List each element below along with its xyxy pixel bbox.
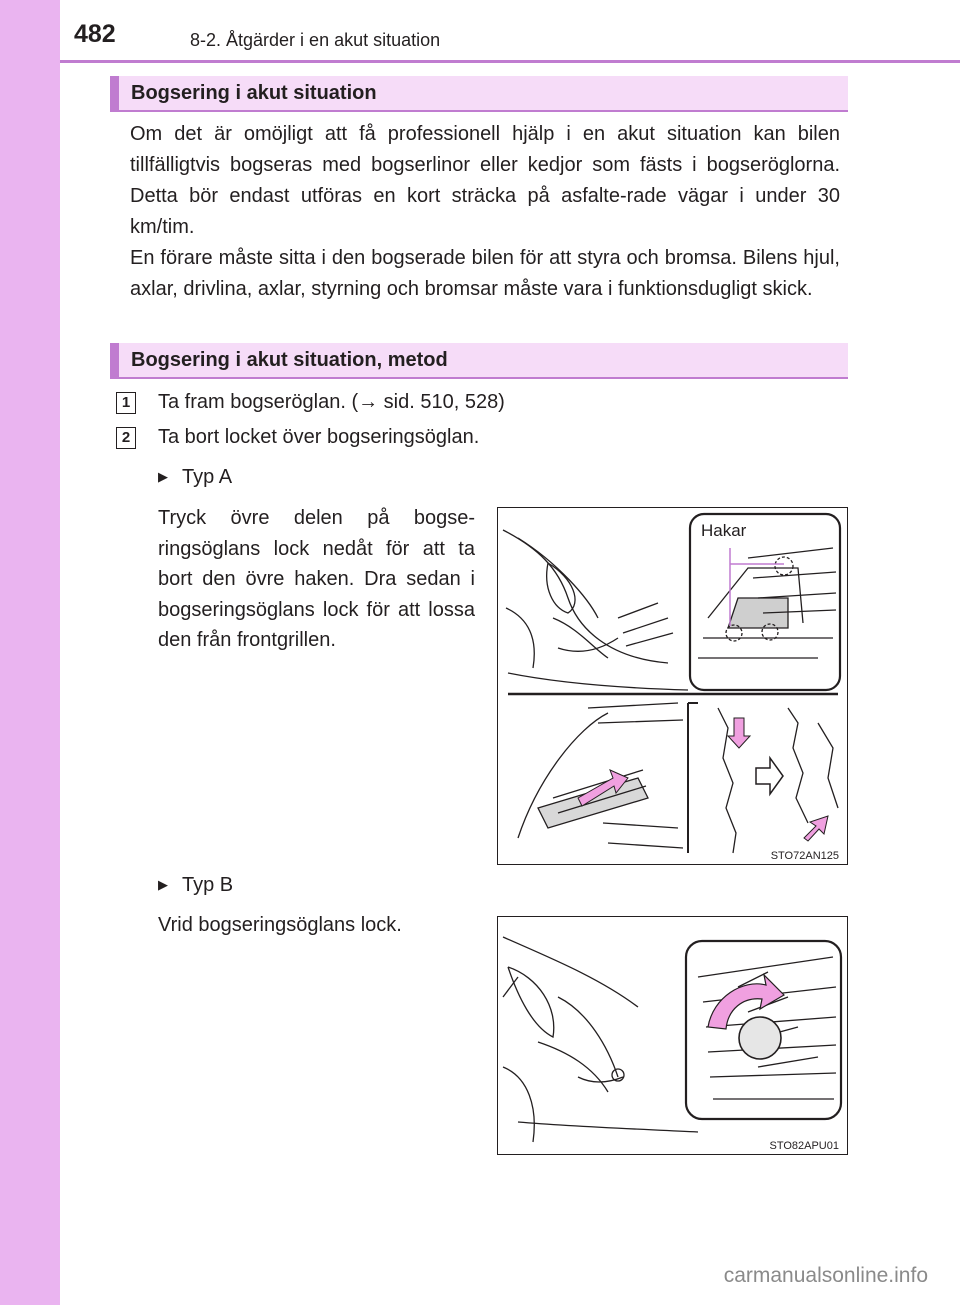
step-number: 1 <box>116 392 136 414</box>
figure-code: STO82APU01 <box>769 1140 839 1152</box>
tow-cover-diagram-b <box>498 917 846 1153</box>
type-a-description: Tryck övre delen på bogse-ringsöglans lock nedåt för att ta bort den övre haken. Dra sedan i bogseringsöglans lock för att lossa den från frontgrillen. <box>158 507 475 651</box>
paragraph: Om det är omöjligt att få professionell hjälp i en akut situation kan bilen tillfälligtvis bogseras med bogserlinor eller kedjor som fästs i bogseröglorna. Detta bör endast utföras en kort sträcka på asfalte-rade vägar i under 30 km/tim. <box>130 123 840 238</box>
tow-cover-diagram-a <box>498 508 846 863</box>
step-2 <box>116 427 856 453</box>
step-1 <box>116 392 856 418</box>
figure-type-a <box>497 507 848 865</box>
step-text: Ta bort locket över bogseringsöglan. <box>158 426 480 448</box>
type-b-heading <box>158 874 233 897</box>
figure-code: STO72AN125 <box>770 850 839 862</box>
section-title: Bogsering i akut situation <box>131 82 377 104</box>
figure-type-b <box>497 916 848 1155</box>
triangle-bullet-icon: ▶ <box>158 469 168 484</box>
paragraph: En förare måste sitta i den bogserade bilen för att styra och bromsa. Bilens hjul, axlar, drivlina, axlar, styrning och bromsar måste vara i funktionsdugligt skick. <box>130 247 840 300</box>
step-text: Ta fram bogseröglan. (→ sid. 510, 528) <box>158 391 505 413</box>
watermark: carmanualsonline.info <box>723 1264 928 1287</box>
intro-text <box>130 119 840 305</box>
chapter-sidebar <box>0 0 60 1305</box>
step-number: 2 <box>116 427 136 449</box>
section-header-towing <box>110 76 848 112</box>
page-number: 482 <box>74 20 116 48</box>
chapter-title: 8-2. Åtgärder i en akut situation <box>190 30 441 50</box>
section-title: Bogsering i akut situation, metod <box>131 349 448 371</box>
type-a-heading <box>158 466 232 489</box>
type-label: Typ B <box>182 874 234 896</box>
section-header-method <box>110 343 848 379</box>
figure-label-hooks: Hakar <box>701 521 747 540</box>
type-label: Typ A <box>182 466 233 488</box>
triangle-bullet-icon: ▶ <box>158 877 168 892</box>
type-b-description: Vrid bogseringsöglans lock. <box>158 914 402 936</box>
header-rule <box>60 60 960 63</box>
